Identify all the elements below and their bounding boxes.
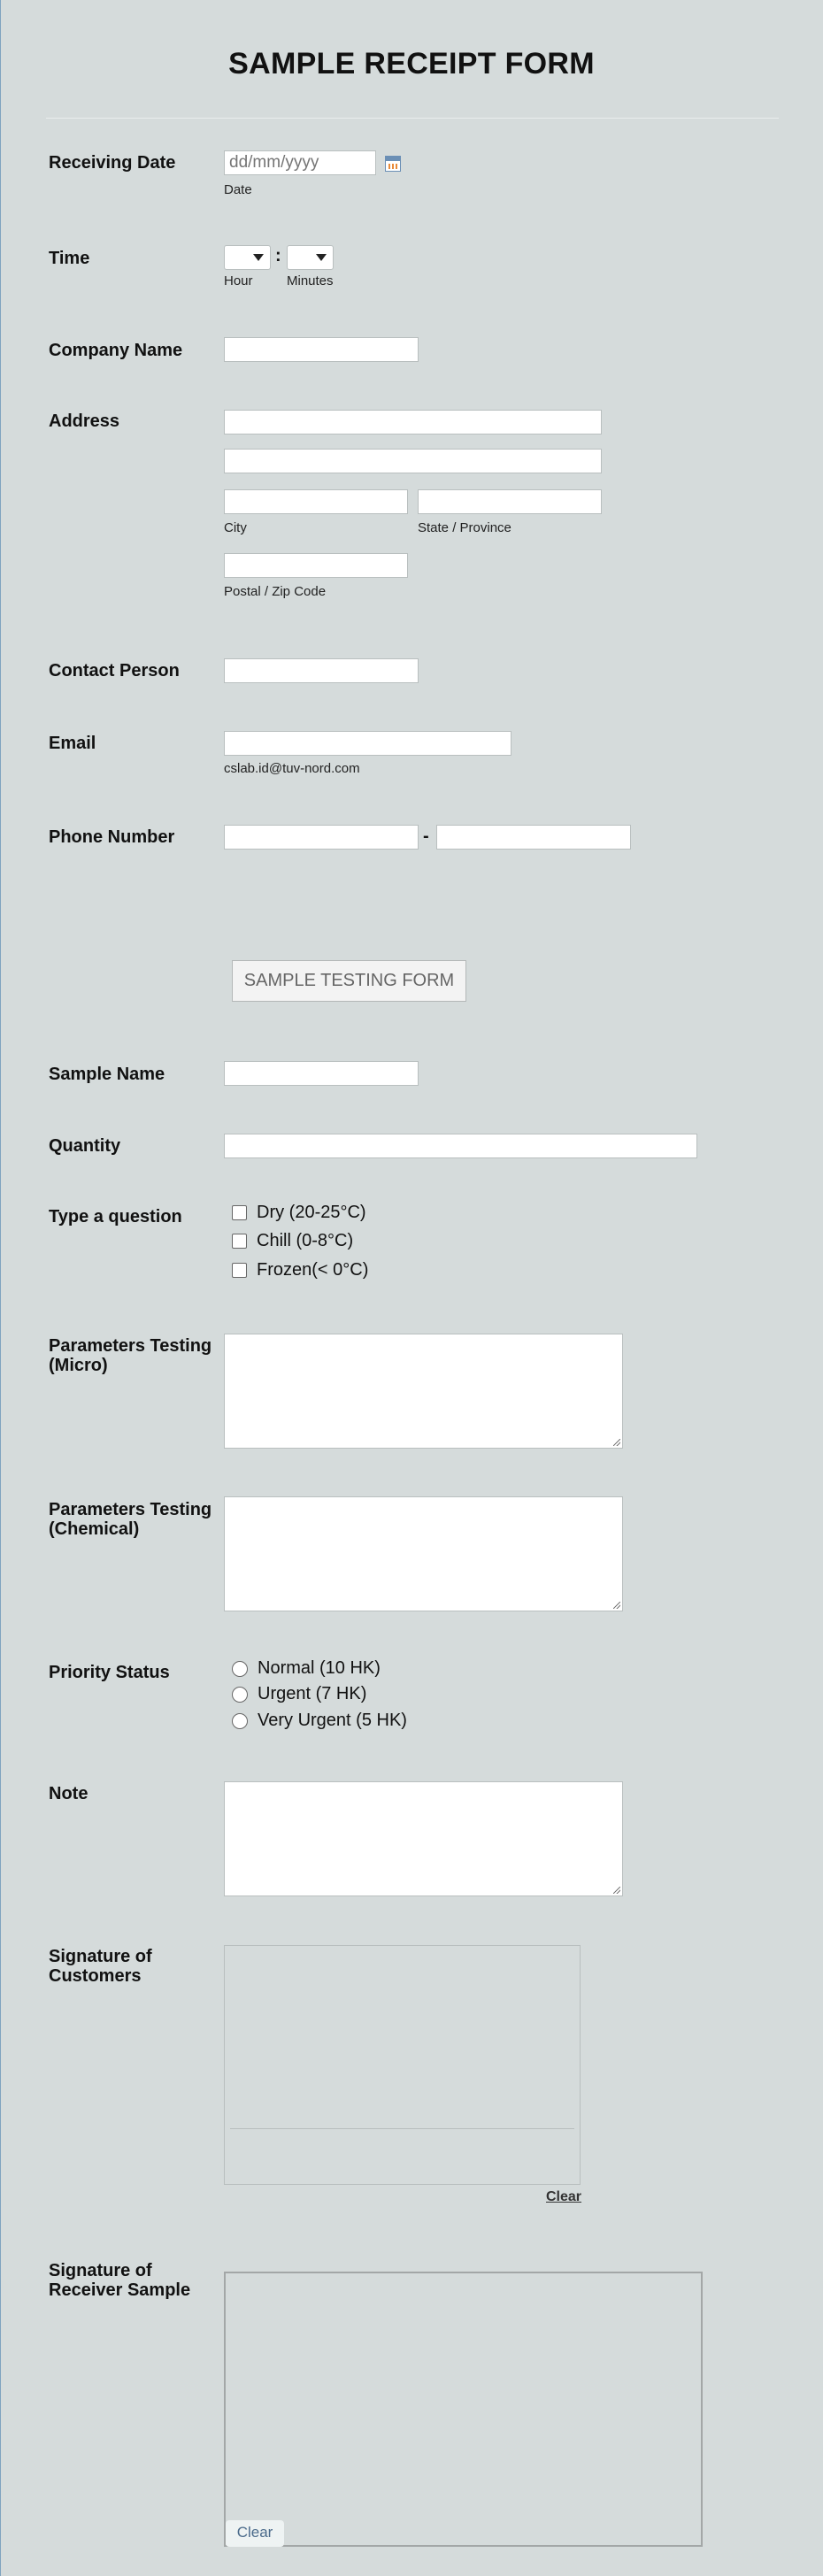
normal-option-label: Normal (10 HK) [258, 1658, 381, 1678]
email-input[interactable] [224, 731, 511, 756]
sig-receiver-label: Signature of Receiver Sample [49, 2261, 191, 2300]
normal-radio[interactable] [232, 1661, 248, 1677]
note-textarea[interactable] [224, 1781, 623, 1896]
hour-sublabel: Hour [224, 273, 253, 288]
minutes-sublabel: Minutes [287, 273, 334, 288]
dry-checkbox[interactable] [232, 1205, 247, 1220]
param-chemical-label: Parameters Testing (Chemical) [49, 1500, 212, 1539]
urgent-radio[interactable] [232, 1687, 248, 1703]
quantity-input[interactable] [224, 1134, 697, 1158]
sig-receiver-pad[interactable] [224, 2272, 703, 2547]
frozen-option-label: Frozen(< 0°C) [257, 1260, 369, 1280]
phone-number-input[interactable] [436, 825, 631, 850]
email-sublabel: cslab.id@tuv-nord.com [224, 761, 360, 776]
sample-testing-form-button[interactable]: SAMPLE TESTING FORM [232, 960, 466, 1002]
phone-separator: - [423, 827, 429, 846]
sig-customers-baseline [230, 2128, 574, 2129]
left-edge [0, 0, 1, 2576]
email-label: Email [49, 734, 96, 753]
sample-name-input[interactable] [224, 1061, 419, 1086]
param-micro-textarea[interactable] [224, 1334, 623, 1449]
very-urgent-radio[interactable] [232, 1713, 248, 1729]
param-chemical-textarea[interactable] [224, 1496, 623, 1611]
sig-customers-clear-link[interactable]: Clear [546, 2189, 582, 2204]
calendar-icon[interactable] [385, 156, 401, 172]
sig-customers-label: Signature of Customers [49, 1947, 152, 1986]
dry-option-label: Dry (20-25°C) [257, 1203, 366, 1222]
company-name-input[interactable] [224, 337, 419, 362]
urgent-option-label: Urgent (7 HK) [258, 1684, 367, 1703]
sig-receiver-clear-button[interactable]: Clear [226, 2520, 284, 2547]
very-urgent-option-label: Very Urgent (5 HK) [258, 1711, 407, 1730]
form-title: SAMPLE RECEIPT FORM [228, 47, 595, 81]
date-sublabel: Date [224, 182, 252, 197]
question-label: Type a question [49, 1207, 182, 1226]
address-label: Address [49, 411, 120, 431]
phone-number-label: Phone Number [49, 827, 175, 847]
contact-person-input[interactable] [224, 658, 419, 683]
quantity-label: Quantity [49, 1136, 121, 1156]
time-label: Time [49, 249, 90, 268]
receiving-date-input[interactable] [224, 150, 376, 175]
state-sublabel: State / Province [418, 520, 511, 535]
sample-name-label: Sample Name [49, 1065, 165, 1084]
zip-input[interactable] [224, 553, 408, 578]
chill-checkbox[interactable] [232, 1234, 247, 1249]
chill-option-label: Chill (0-8°C) [257, 1231, 354, 1250]
sig-customers-pad[interactable] [224, 1945, 581, 2185]
note-label: Note [49, 1784, 88, 1803]
state-input[interactable] [418, 489, 602, 514]
receiving-date-label: Receiving Date [49, 153, 176, 173]
title-divider [46, 118, 779, 119]
hour-select[interactable] [224, 245, 271, 270]
street-address-input[interactable] [224, 410, 602, 434]
company-name-label: Company Name [49, 341, 183, 360]
frozen-checkbox[interactable] [232, 1263, 247, 1278]
priority-status-label: Priority Status [49, 1663, 170, 1682]
street-address-line2-input[interactable] [224, 449, 602, 473]
zip-sublabel: Postal / Zip Code [224, 584, 327, 599]
time-separator: : [275, 246, 281, 265]
phone-area-input[interactable] [224, 825, 419, 850]
city-sublabel: City [224, 520, 247, 535]
city-input[interactable] [224, 489, 408, 514]
param-micro-label: Parameters Testing (Micro) [49, 1336, 212, 1375]
contact-person-label: Contact Person [49, 661, 180, 681]
minutes-select[interactable] [287, 245, 334, 270]
